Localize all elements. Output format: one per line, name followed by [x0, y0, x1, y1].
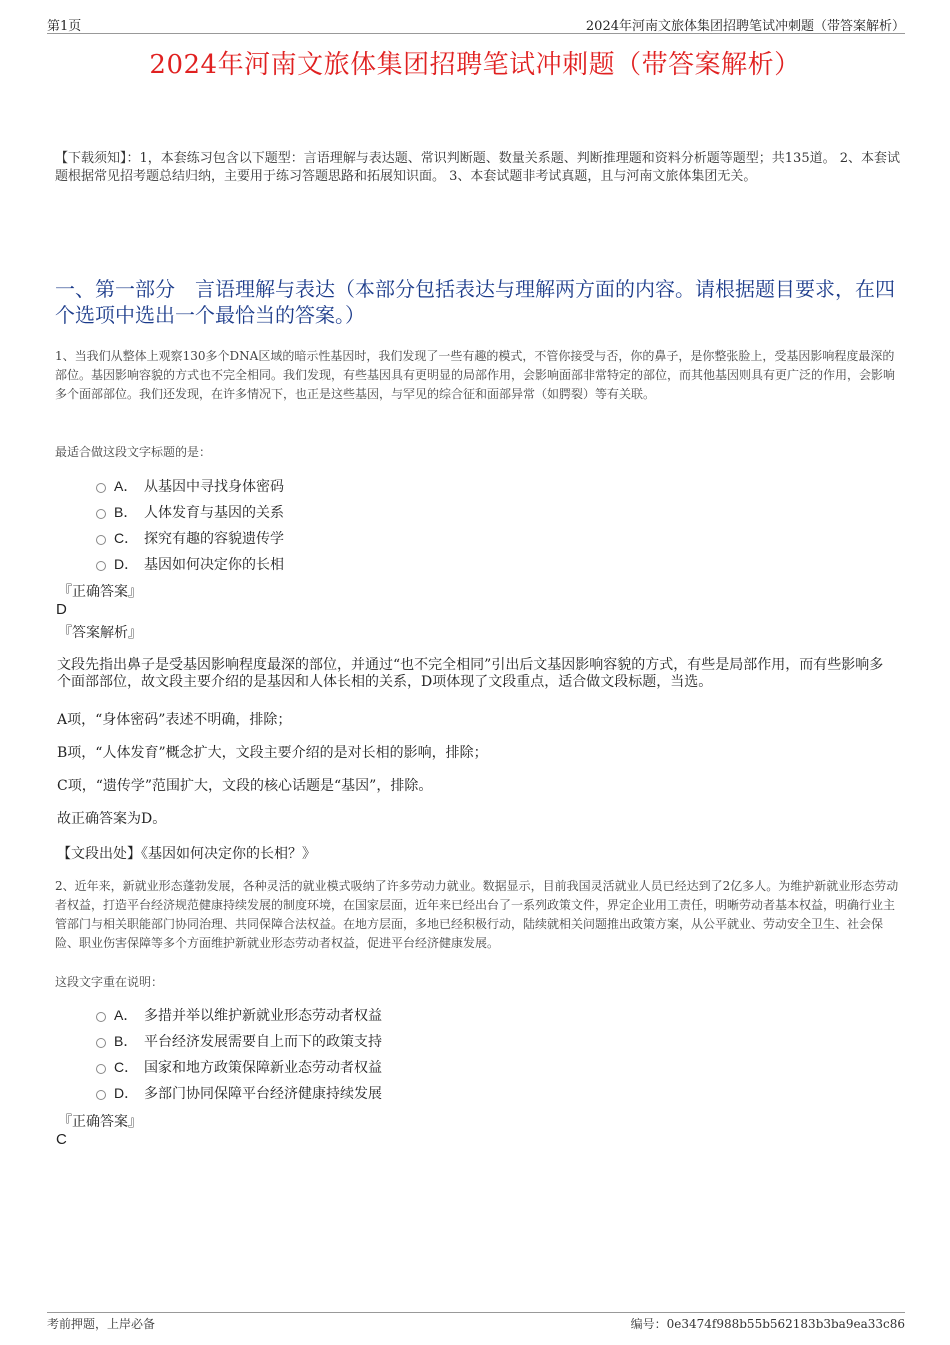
- correct-answer-label: 『正确答案』: [58, 584, 142, 600]
- document-title: 2024年河南文旅体集团招聘笔试冲刺题（带答案解析）: [149, 50, 801, 80]
- radio-icon[interactable]: [96, 509, 106, 519]
- download-notice: 【下载须知】：1，本套练习包含以下题型：言语理解与表达题、常识判断题、数量关系题、判断推理题和资料分析题等题型；共135道。 2、本套试题根据常见招考题总结归纳，主要用于练习答题思路和拓展知识面。 3、本套试题非考试真题，且与河南文旅体集团无关。: [55, 151, 900, 184]
- option-letter: D．: [114, 1085, 139, 1101]
- analysis-paragraph: 文段先指出鼻子是受基因影响程度最深的部位，并通过“也不完全相同”引出后文基因影响容貌的方式，有些是局部作用，而有些影响多个面部部位，故文段主要介绍的是基因和人体长相的关系，D项体现了文段重点，适合做文段标题，当选。: [57, 657, 884, 690]
- analysis-option-c: C项，“遗传学”范围扩大，文段的核心话题是“基因”，排除。: [57, 778, 433, 794]
- question-2-text: 2、近年来，新就业形态蓬勃发展，各种灵活的就业模式吸纳了许多劳动力就业。数据显示，目前我国灵活就业人员已经达到了2亿多人。为维护新就业形态劳动者权益，打造平台经济规范健康持续发展的制度环境，在国家层面，近年来已经出台了一系列政策文件，界定企业用工责任，明晰劳动者基本权益，明确行业主管部门与相关职能部门协同治理、共同保障合法权益。在地方层面，多地已经积极行动，陆续就相关问题推出政策方案，从公平就业、劳动安全卫生、社会保险、职业伤害保障等多个方面维护新就业形态劳动者权益，促进平台经济健康发展。: [55, 879, 899, 950]
- option-letter: A．: [114, 478, 138, 494]
- option-a[interactable]: [96, 473, 696, 499]
- question-2-options: [96, 1002, 696, 1106]
- question-1-prompt: 最适合做这段文字标题的是：: [55, 445, 212, 459]
- analysis-source: 【文段出处】《基因如何决定你的长相？》: [57, 846, 316, 862]
- footer-slogan: 考前押题，上岸必备: [47, 1317, 156, 1331]
- question-1-text: 1、当我们从整体上观察130多个DNA区域的暗示性基因时，我们发现了一些有趣的模式，不管你接受与否，你的鼻子，是你整张脸上，受基因影响程度最深的部位。基因影响容貌的方式也不完全相同。我们发现，有些基因具有更明显的局部作用，会影响面部非常特定的部位，而其他基因则具有更广泛的作用，会影响多个面部部位。我们还发现，在许多情况下，也正是这些基因，与罕见的综合征和面部异常（如腭裂）等有关联。: [55, 349, 896, 401]
- option-letter: B．: [114, 1033, 138, 1049]
- radio-icon[interactable]: [96, 535, 106, 545]
- footer-code: 编号：0e3474f988b55b562183b3ba9ea33c86: [630, 1317, 905, 1331]
- option-text: 平台经济发展需要自上而下的政策支持: [144, 1034, 382, 1050]
- question-1-options: [96, 473, 696, 577]
- option-text: 人体发育与基因的关系: [144, 505, 284, 521]
- page-number: 第1页: [47, 19, 82, 34]
- radio-icon[interactable]: [96, 1090, 106, 1100]
- header-doc-title: 2024年河南文旅体集团招聘笔试冲刺题（带答案解析）: [585, 19, 905, 34]
- option-letter: A．: [114, 1007, 138, 1023]
- option-text: 多部门协同保障平台经济健康持续发展: [144, 1086, 382, 1102]
- option-a[interactable]: [96, 1002, 696, 1028]
- option-text: 国家和地方政策保障新业态劳动者权益: [144, 1060, 382, 1076]
- option-b[interactable]: [96, 499, 696, 525]
- section-heading: 一、第一部分 言语理解与表达（本部分包括表达与理解两方面的内容。请根据题目要求，在四个选项中选出一个最恰当的答案。）: [55, 277, 895, 327]
- option-letter: B．: [114, 504, 138, 520]
- option-text: 从基因中寻找身体密码: [144, 479, 284, 495]
- analysis-label: 『答案解析』: [58, 625, 142, 641]
- option-letter: D．: [114, 556, 139, 572]
- correct-answer-label: 『正确答案』: [58, 1114, 142, 1130]
- correct-answer: C: [56, 1131, 67, 1148]
- option-c[interactable]: [96, 525, 696, 551]
- option-d[interactable]: [96, 1080, 696, 1106]
- radio-icon[interactable]: [96, 1012, 106, 1022]
- option-text: 探究有趣的容貌遗传学: [144, 531, 284, 547]
- analysis-conclusion: 故正确答案为D。: [57, 811, 167, 827]
- radio-icon[interactable]: [96, 561, 106, 571]
- option-c[interactable]: [96, 1054, 696, 1080]
- option-letter: C．: [114, 1059, 139, 1075]
- option-text: 多措并举以维护新就业形态劳动者权益: [144, 1008, 382, 1024]
- radio-icon[interactable]: [96, 483, 106, 493]
- page-header: [47, 14, 905, 34]
- analysis-option-a: A项，“身体密码”表述不明确，排除；: [57, 712, 292, 728]
- page-footer: [47, 1312, 905, 1331]
- option-text: 基因如何决定你的长相: [144, 557, 284, 573]
- option-letter: C．: [114, 530, 139, 546]
- question-2-prompt: 这段文字重在说明：: [55, 975, 164, 989]
- analysis-option-b: B项，“人体发育”概念扩大，文段主要介绍的是对长相的影响，排除；: [57, 745, 488, 761]
- radio-icon[interactable]: [96, 1064, 106, 1074]
- option-b[interactable]: [96, 1028, 696, 1054]
- correct-answer: D: [56, 601, 67, 618]
- radio-icon[interactable]: [96, 1038, 106, 1048]
- option-d[interactable]: [96, 551, 696, 577]
